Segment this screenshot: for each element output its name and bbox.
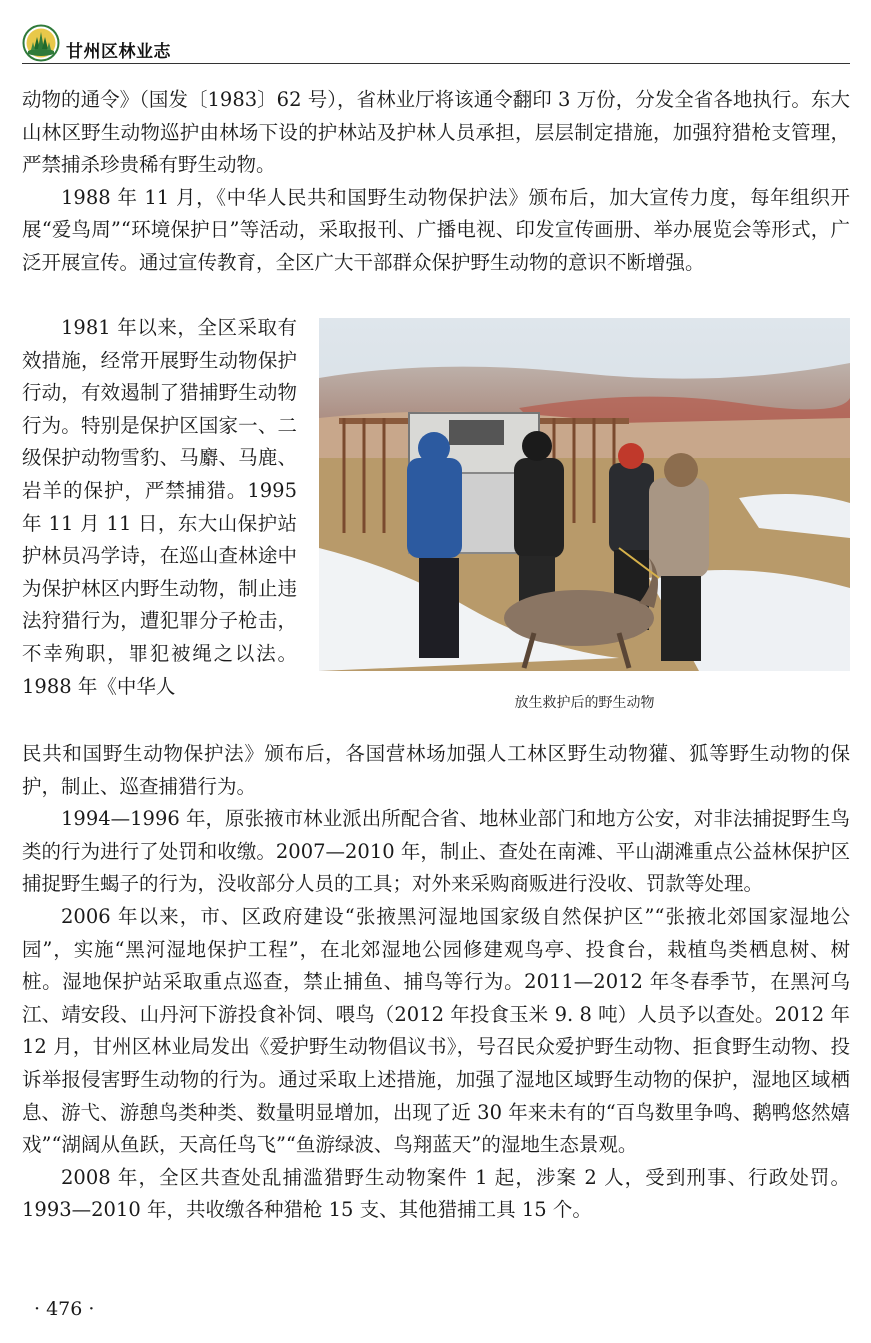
photo-caption: 放生救护后的野生动物 [514, 695, 655, 711]
forest-logo-icon [22, 24, 60, 62]
photo-illustration [319, 318, 850, 671]
page-header [22, 24, 850, 64]
page-number: · 476 · [34, 1298, 95, 1320]
bottom-text-block [22, 738, 850, 1227]
wildlife-release-photo [319, 318, 850, 671]
paragraph-law-continued: 民共和国野生动物保护法》颁布后，各国营林场加强人工林区野生动物獾、狐等野生动物的保护，制止、巡查捕猎行为。 [22, 742, 850, 798]
paragraph-continued: 动物的通令》（国发〔1983〕62 号），省林业厅将该通令翻印 3 万份，分发全省各地执行。东大山林区野生动物巡护由林场下设的护林站及护林人员承担，层层制定措施，加强狩猎枪支管理，严禁捕杀珍贵稀有野生动物。 [22, 88, 850, 177]
top-text-block [22, 84, 850, 280]
paragraph-2006-wetland: 2006 年以来，市、区政府建设“张掖黑河湿地国家级自然保护区”“张掖北郊国家湿地公园”，实施“黑河湿地保护工程”，在北郊湿地公园修建观鸟亭、投食台，栽植鸟类栖息树、树桩。湿地保护站采取重点巡查，禁止捕鱼、捕鸟等行为。2011—2012 年冬春季节，在黑河乌江、靖安段、山丹河下游投食补饲、喂鸟（2012 年投食玉米 9. 8 吨）人员予以查处。2012 年 12 月，甘州区林业局发出《爱护野生动物倡议书》，号召民众爱护野生动物、拒食野生动物、投诉举报侵害野生动物的行为。通过采取上述措施，加强了湿地区域野生动物的保护，湿地区域栖息、游弋、游憩鸟类种类、数量明显增加，出现了近 30 年来未有的“百鸟数里争鸣、鹅鸭悠然嬉戏”“湖阔从鱼跃，天高任鸟飞”“鱼游绿波、鸟翔蓝天”的湿地生态景观。 [22, 904, 850, 1157]
paragraph-1994-1996: 1994—1996 年，原张掖市林业派出所配合省、地林业部门和地方公安，对非法捕捉野生鸟类的行为进行了处罚和收缴。2007—2010 年，制止、查处在南滩、平山湖滩重点公益林保护区捕捉野生蝎子的行为，没收部分人员的工具；对外来采购商贩进行没收、罚款等处理。 [22, 807, 850, 896]
side-text-block [22, 312, 297, 703]
paragraph-1988-law: 1988 年 11 月，《中华人民共和国野生动物保护法》颁布后，加大宣传力度，每年组织开展“爱鸟周”“环境保护日”等活动，采取报刊、广播电视、印发宣传画册、举办展览会等形式，广泛开展宣传。通过宣传教育，全区广大干部群众保护野生动物的意识不断增强。 [22, 185, 850, 274]
paragraph-2008-cases: 2008 年，全区共查处乱捕滥猎野生动物案件 1 起，涉案 2 人，受到刑事、行政处罚。1993—2010 年，共收缴各种猎枪 15 支、其他猎捕工具 15 个。 [22, 1165, 850, 1222]
header-divider [22, 63, 850, 64]
book-title: 甘州区林业志 [66, 42, 171, 62]
paragraph-1981-measures: 1981 年以来，全区采取有效措施，经常开展野生动物保护行动，有效遏制了猎捕野生动物行为。特别是保护区国家一、二级保护动物雪豹、马麝、马鹿、岩羊的保护，严禁捕猎。1995 年 11 月 11 日，东大山保护站护林员冯学诗，在巡山查林途中为保护林区内野生动物，制止违法狩猎行为，遭犯罪分子枪击，不幸殉职，罪犯被绳之以法。1988 年《中华人 [22, 316, 297, 698]
